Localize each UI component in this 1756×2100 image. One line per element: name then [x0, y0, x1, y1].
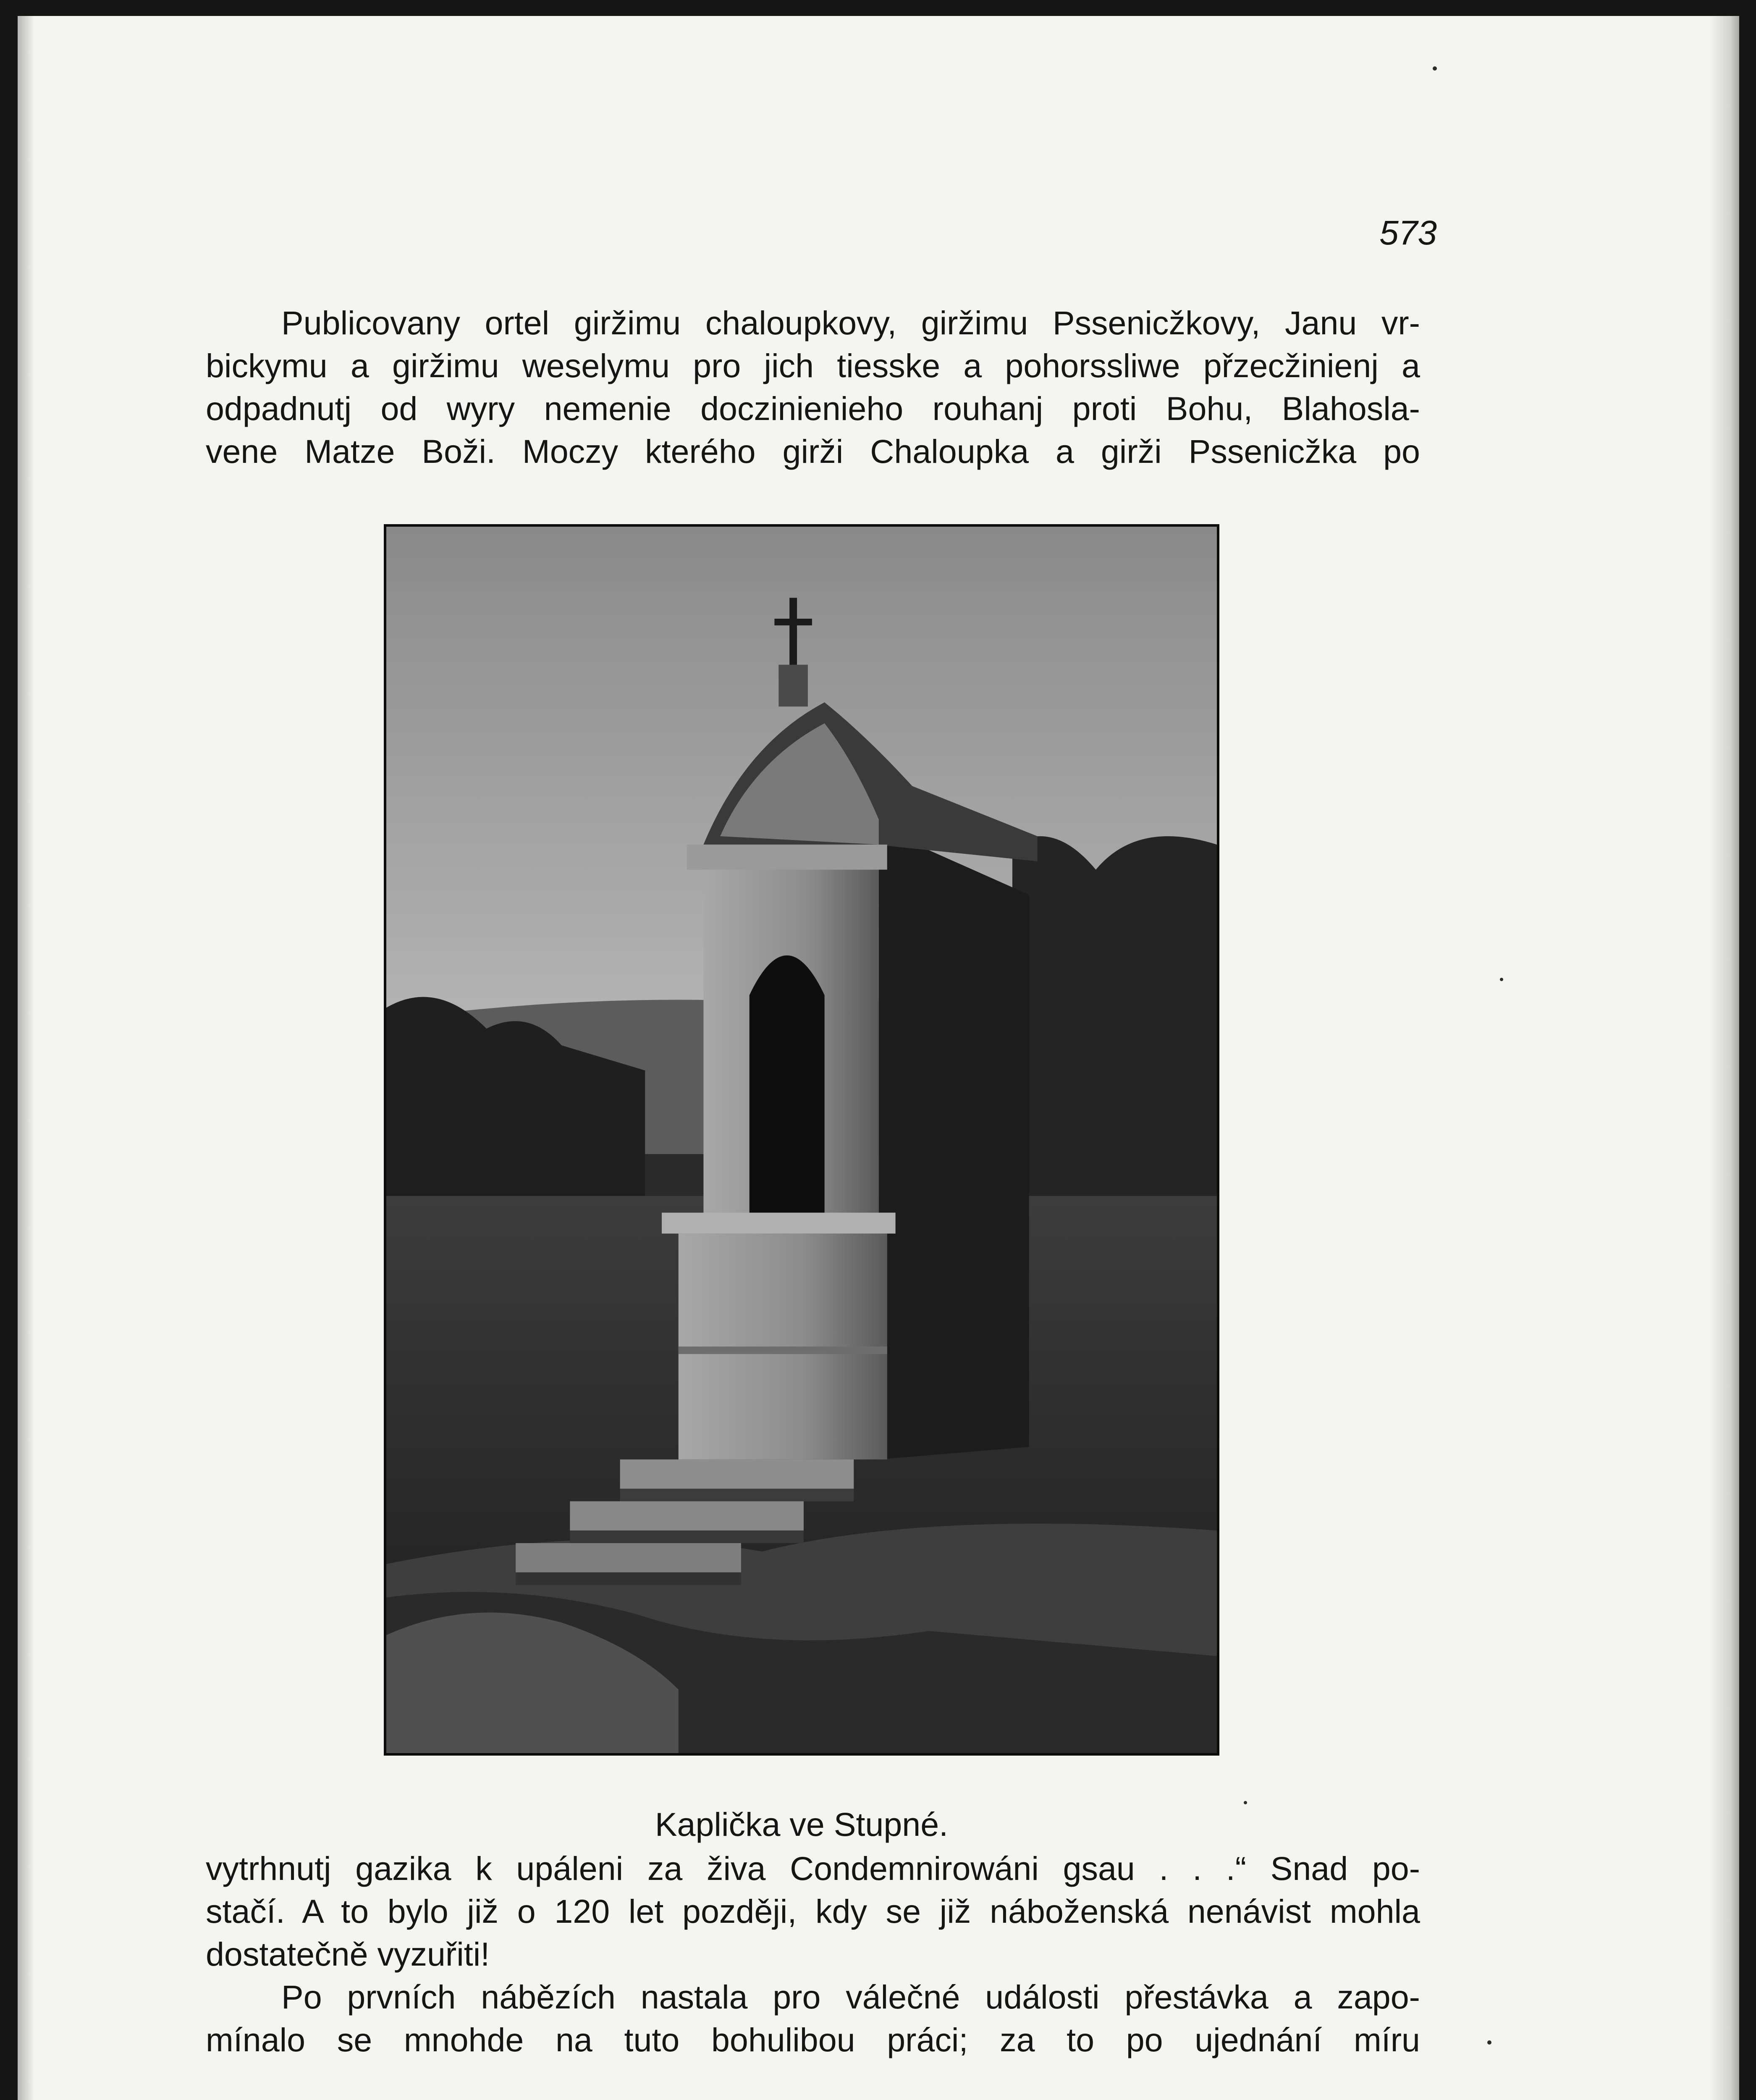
paragraph-bottom-line-4: Po prvních nábězích nastala pro válečné události přestávka a zapo- [281, 1978, 1420, 2016]
paper-speck [1244, 1801, 1247, 1804]
paragraph-top-line-1: Publicovany ortel giržimu chaloupkovy, giržimu Pssenicžkovy, Janu vr- [281, 304, 1420, 341]
paragraph-bottom-line-1: vytrhnutj gazika k upáleni za živa Condemnirowáni gsau . . .“ Snad po- [206, 1850, 1420, 1887]
paragraph-bottom-line-5: mínalo se mnohde na tuto bohulibou práci; za to po ujednání míru [206, 2021, 1420, 2058]
chapel-photograph [384, 524, 1219, 1756]
page-gutter-shadow [18, 16, 34, 2100]
paragraph-top [206, 302, 1420, 473]
page-number: 573 [1379, 214, 1437, 252]
page-edge-shadow [1710, 16, 1739, 2100]
paper-speck [1433, 66, 1437, 71]
paragraph-bottom-line-2: stačí. A to bylo již o 120 let později, kdy se již náboženská nenávist mohla [206, 1893, 1420, 1930]
paragraph-top-line-2: bickymu a giržimu weselymu pro jich tiesske a pohorssliwe přzecžinienj a [206, 347, 1420, 384]
chapel-photo-illustration [386, 527, 1217, 1753]
paper-speck [1500, 978, 1503, 981]
paragraph-top-line-4: vene Matze Boži. Moczy kterého girži Chaloupka a girži Pssenicžka po [206, 433, 1420, 470]
paragraph-bottom [206, 1847, 1420, 2061]
figure-caption: Kaplička ve Stupné. [655, 1806, 949, 1843]
paper-speck [1487, 2040, 1491, 2045]
paragraph-bottom-line-3: dostatečně vyzuřiti! [206, 1935, 490, 1973]
book-page [18, 16, 1739, 2100]
paragraph-top-line-3: odpadnutj od wyry nemenie doczinienieho rouhanj proti Bohu, Blahosla- [206, 390, 1420, 427]
